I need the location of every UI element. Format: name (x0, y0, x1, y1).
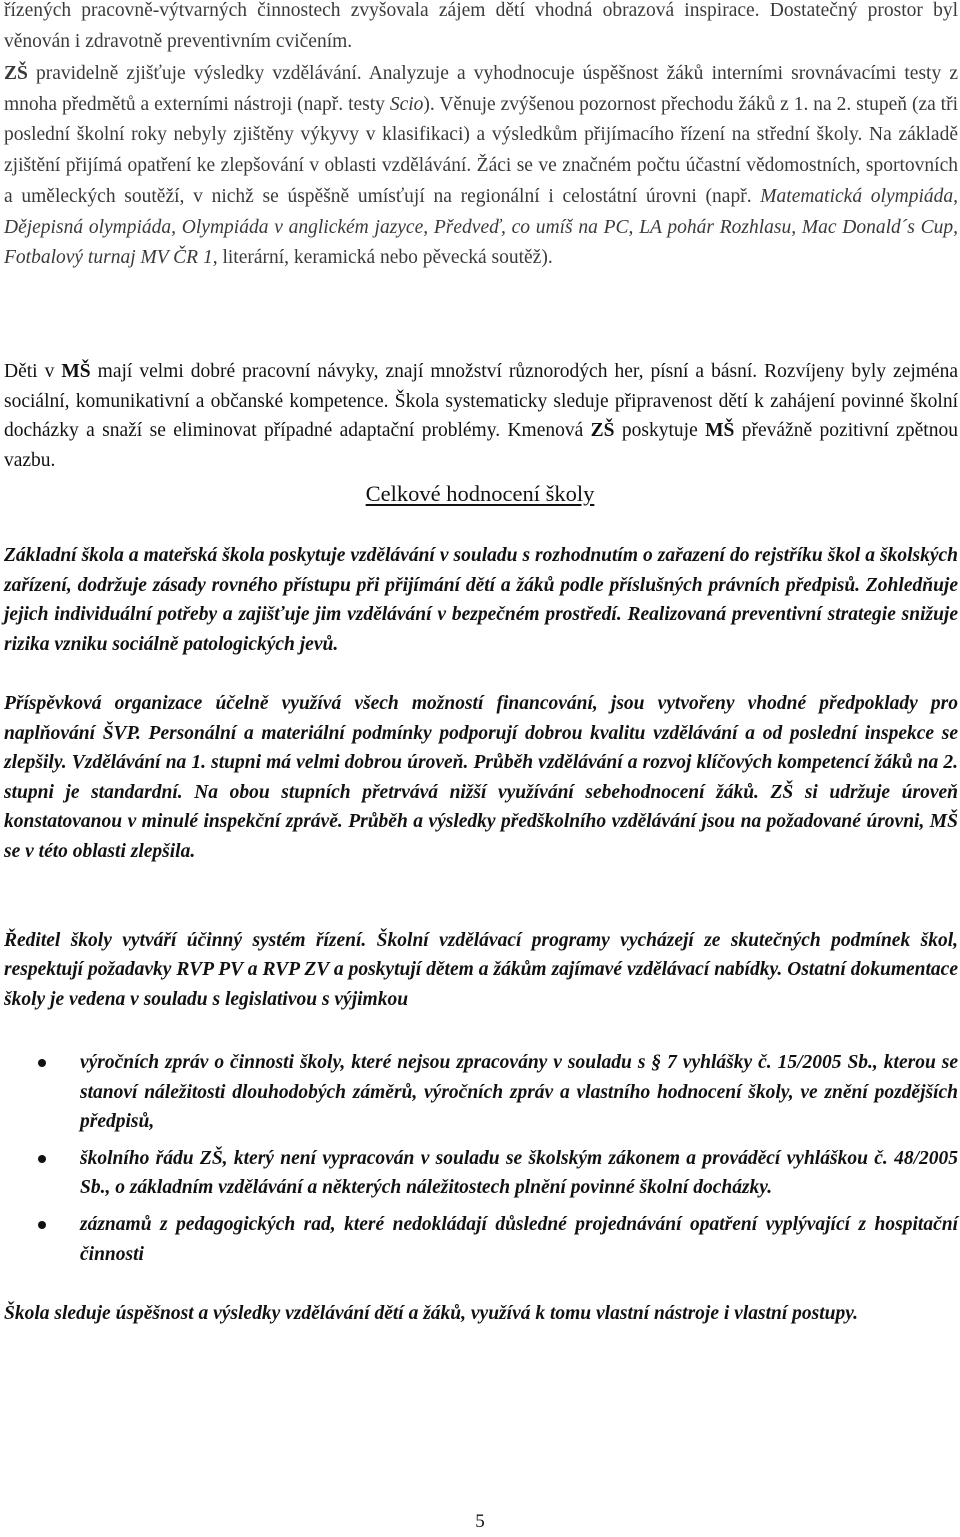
intro-paragraph-3-text-c: poskytuje (614, 420, 706, 441)
section-heading: Celkové hodnocení školy (365, 481, 595, 506)
list-item (0, 1210, 958, 1269)
scio-name: Scio (389, 93, 424, 115)
intro-paragraph-2 (4, 59, 958, 274)
evaluation-paragraph-1: Základní škola a mateřská škola poskytuje vzdělávání v souladu s rozhodnutím o zařazení do rejstříku škol a školských zařízení, dodržuje zásady rovného přístupu při přijímání dětí a žáků podle příslušných právních předpisů. Zohledňuje jejich individuální potřeby a zajišťuje jim vzdělávání v bezpečném prostředí. Realizovaná preventivní strategie snižuje rizika vzniku sociálně patologických jevů. (4, 545, 958, 655)
ms-abbreviation: MŠ (705, 420, 735, 441)
zs-abbreviation: ZŠ (590, 420, 615, 441)
intro-paragraph-3-text-b: mají velmi dobré pracovní návyky, znají množství různorodých her, písní a básní. Rozvíjeny byly zejména sociální, komunikativní a občanské kompetence. Škola systematicky sleduje připravenost dětí k zahájení povinné školní docházky a snaží se eliminovat případné adaptační problémy. Kmenová (4, 361, 958, 441)
intro-paragraph-2-text-a: pravidelně zjišťuje výsledky vzdělávání. Analyzuje a vyhodnocuje úspěšnost žáků interními srovnávacími testy z mnoha předmětů a externími nástroji (např. testy (4, 63, 958, 115)
list-item (0, 1144, 958, 1203)
zs-abbreviation: ZŠ (4, 63, 28, 84)
intro-paragraph-1 (4, 0, 958, 57)
list-item (0, 1048, 958, 1137)
list-item-text: záznamů z pedagogických rad, které nedokládají důsledné projednávání opatření vyplývající z hospitační činnosti (80, 1213, 958, 1265)
page-number: 5 (475, 1511, 485, 1532)
intro-paragraph-3-text-a: Děti v (4, 361, 62, 382)
bullet-icon (38, 1155, 46, 1163)
intro-paragraph-2-text-c: literární, keramická nebo pěvecká soutěž). (217, 247, 553, 269)
competition-list: Matematická olympiáda, Dějepisná olympiáda, Olympiáda v anglickém jazyce, Předveď, co umíš na PC, LA pohár Rozhlasu, Mac Donald´s Cup, Fotbalový turnaj MV ČR 1, (4, 185, 958, 269)
bullet-icon (38, 1221, 46, 1229)
intro-paragraph-2-text-b: ). Věnuje zvýšenou pozornost přechodu žáků z 1. na 2. stupeň (za tři poslední školní roky nebyly zjištěny výkyvy v klasifikaci) a výsledkům přijímacího řízení na střední školy. Na základě zjištění přijímá opatření ke zlepšování v oblasti vzdělávání. Žáci se ve značném počtu účastní vědomostních, sportovních a uměleckých soutěží, v nichž se úspěšně umísťují na regionální i celostátní úrovni (např. (4, 93, 958, 207)
bullet-icon (38, 1059, 46, 1067)
evaluation-paragraph-3: Ředitel školy vytváří účinný systém řízení. Školní vzdělávací programy vycházejí ze skutečných podmínek škol, respektují požadavky RVP PV a RVP ZV a poskytují dětem a žákům zajímavé vzdělávací nabídky. Ostatní dokumentace školy je vedena v souladu s legislativou s výjimkou (4, 930, 958, 1010)
ms-abbreviation: MŠ (61, 361, 91, 382)
evaluation-paragraph-2: Příspěvková organizace účelně využívá všech možností financování, jsou vytvořeny vhodné předpoklady pro naplňování ŠVP. Personální a materiální podmínky podporují dobrou kvalitu vzdělávání a od poslední inspekce se zlepšily. Vzdělávání na 1. stupni má velmi dobrou úroveň. Průběh vzdělávání a rozvoj klíčových kompetencí žáků na 2. stupni je standardní. Na obou stupních přetrvává nižší využívání sebehodnocení žáků. ZŠ si udržuje úroveň konstatovanou v minulé inspekční zprávě. Průběh a výsledky předškolního vzdělávání jsou na požadované úrovni, MŠ se v této oblasti zlepšila. (4, 693, 958, 862)
intro-paragraph-3-text-d: převážně pozitivní zpětnou vazbu. (4, 420, 958, 471)
exceptions-list (0, 1048, 958, 1276)
intro-paragraph-3 (4, 357, 958, 475)
list-item-text: školního řádu ZŠ, který není vypracován v souladu se školským zákonem a prováděcí vyhláškou č. 48/2005 Sb., o základním vzdělávání a některých náležitostech plnění povinné školní docházky. (80, 1147, 958, 1199)
evaluation-paragraph-4: Škola sleduje úspěšnost a výsledky vzdělávání dětí a žáků, využívá k tomu vlastní nástroje i vlastní postupy. (4, 1303, 859, 1324)
list-item-text: výročních zpráv o činnosti školy, které nejsou zpracovány v souladu s § 7 vyhlášky č. 15/2005 Sb., kterou se stanoví náležitosti dlouhodobých záměrů, výročních zpráv a vlastního hodnocení školy, ve znění pozdějších předpisů, (80, 1052, 958, 1133)
intro-paragraph-1-text: řízených pracovně-výtvarných činnostech zvyšovala zájem dětí vhodná obrazová inspirace. Dostatečný prostor byl věnován i zdravotně preventivním cvičením. (4, 0, 958, 52)
